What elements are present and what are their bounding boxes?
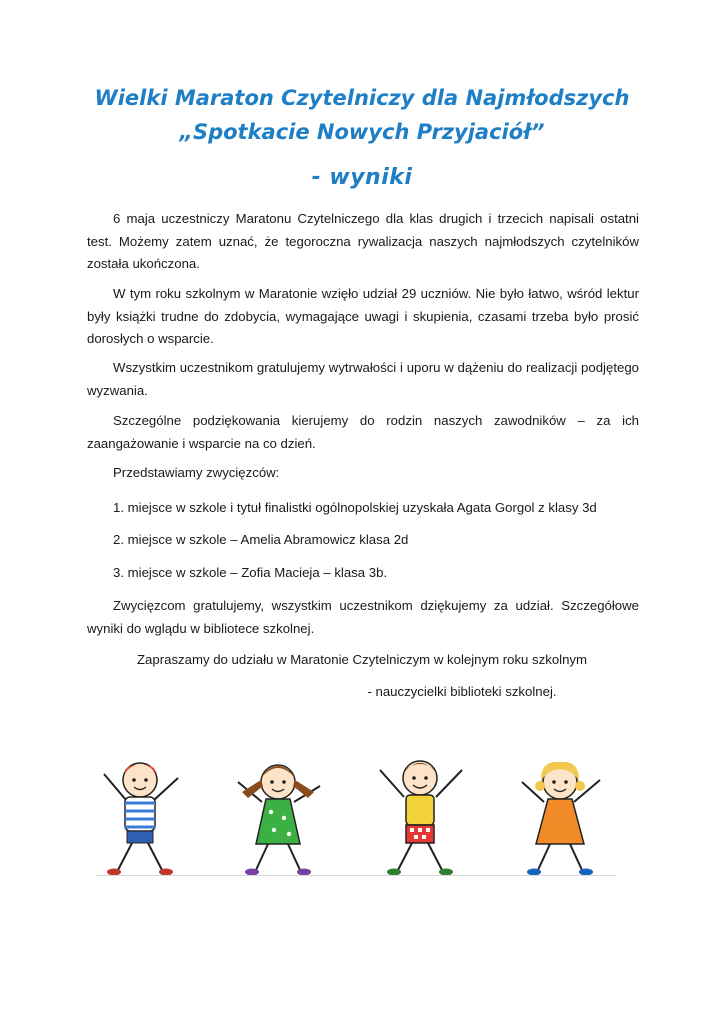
signature: - nauczycielki biblioteki szkolnej.: [367, 684, 557, 699]
kid-boy-striped-icon: [104, 763, 178, 876]
jumping-kids-illustration: [96, 752, 616, 882]
title-line-2: „Spotkacie Nowych Przyjaciół”: [179, 120, 545, 144]
invitation-text: Zapraszamy do udziału w Maratonie Czytelniczym w kolejnym roku szkolnym: [137, 652, 587, 667]
winner-2: 2. miejsce w szkole – Amelia Abramowicz klasa 2d: [113, 532, 409, 547]
closing-paragraph: Zwycięzcom gratulujemy, wszystkim uczestnikom dziękujemy za udział. Szczegółowe wyniki do wglądu w bibliotece szkolnej.: [87, 598, 639, 636]
kid-girl-green-dress-icon: [238, 765, 320, 876]
winner-1: 1. miejsce w szkole i tytuł finalistki ogólnopolskiej uzyskała Agata Gorgol z klasy 3d: [113, 500, 597, 515]
kid-boy-checkered-icon: [380, 761, 462, 876]
winners-intro: Przedstawiamy zwycięzców:: [113, 465, 280, 480]
paragraph-3: Wszystkim uczestnikom gratulujemy wytrwałości i uporu w dążeniu do realizacji podjętego wyzwania.: [87, 360, 639, 398]
title-line-3: - wyniki: [311, 165, 413, 190]
winner-3: 3. miejsce w szkole – Zofia Macieja – klasa 3b.: [113, 565, 388, 580]
title-line-1: Wielki Maraton Czytelniczy dla Najmłodszych: [94, 86, 630, 110]
illustration-ground-line: [96, 875, 616, 876]
kid-girl-orange-dress-icon: [522, 762, 600, 876]
paragraph-4: Szczególne podziękowania kierujemy do rodzin naszych zawodników – za ich zaangażowanie i wsparcie na co dzień.: [87, 413, 639, 451]
paragraph-2: W tym roku szkolnym w Maratonie wzięło udział 29 uczniów. Nie było łatwo, wśród lektur były książki trudne do zdobycia, wymagające uwagi i skupienia, czasami trzeba było prosić dorosłych o wsparcie.: [87, 286, 639, 346]
paragraph-1: 6 maja uczestniczy Maratonu Czytelniczego dla klas drugich i trzecich napisali ostatni test. Możemy zatem uznać, że tegoroczna rywalizacja naszych najmłodszych czytelników została ukończona.: [87, 211, 639, 271]
